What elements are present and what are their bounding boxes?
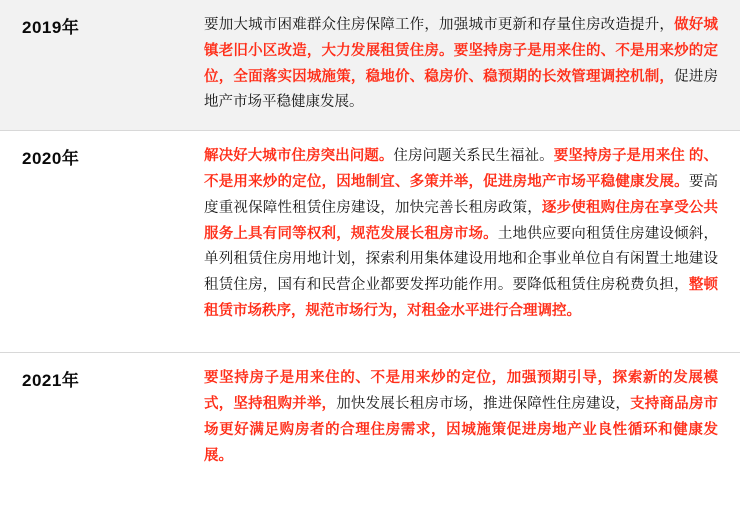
text-segment: 加快发展长租房市场，推进保障性住房建设， xyxy=(336,396,631,413)
year-label: 2019年 xyxy=(22,18,80,37)
table-row xyxy=(0,131,740,339)
text-segment-highlight: 支持商品房市场更好满足购房者的合理住房需求，因城施策促进房地产业良性循环和健康发展。 xyxy=(204,396,719,464)
separator-cell xyxy=(0,339,190,353)
row-separator xyxy=(0,339,740,353)
text-segment-highlight: 做好城镇老旧小区改造，大力发展租赁住房。要坚持房子是用来住的、不是用来炒的定位，全面落实因城施策，稳地价、稳房价、稳预期的长效管理调控机制， xyxy=(204,17,719,85)
text-segment: 要高度重视保障性租赁住房建设，加快完善长租房政策， xyxy=(204,173,719,216)
text-segment-highlight: 逐步使租购住房在享受公共服务上具有同等权利，规范发展长租房市场。 xyxy=(204,199,719,242)
text-segment: 要加大城市困难群众住房保障工作，加强城市更新和存量住房改造提升， xyxy=(204,17,675,33)
text-segment: 促进房地产市场平稳健康发展。 xyxy=(204,68,719,111)
text-segment-highlight: 要坚持房子是用来住的、不是用来炒的定位，加强预期引导，探索新的发展模式，坚持租购并举， xyxy=(204,370,718,413)
text-segment: 住房问题关系民生福祉。 xyxy=(393,148,554,165)
table-row xyxy=(0,353,740,484)
text-segment-highlight: 要坚持房子是用来住 的、不是用来炒的定位，因地制宜、多策并举，促进房地产市场平稳健康发展。 xyxy=(204,148,719,190)
policy-text xyxy=(190,353,740,484)
year-label: 2021年 xyxy=(0,353,190,484)
text-segment-highlight: 解决好大城市住房突出问题。 xyxy=(204,148,394,165)
text-segment-highlight: 整顿租赁市场秩序，规范市场行为，对租金水平进行合理调控。 xyxy=(204,277,719,319)
policy-text xyxy=(190,0,740,131)
text-segment: 土地供应要向租赁住房建设倾斜，单列租赁住房用地计划，探索利用集体建设用地和企事业单位自有闲置土地建设租赁住房，国有和民营企业都要发挥功能作用。要降低租赁住房税费负担， xyxy=(204,225,719,294)
year-label: 2020年 xyxy=(0,131,190,339)
separator-cell xyxy=(190,339,740,353)
policy-text xyxy=(190,131,740,339)
table-row xyxy=(0,0,740,131)
